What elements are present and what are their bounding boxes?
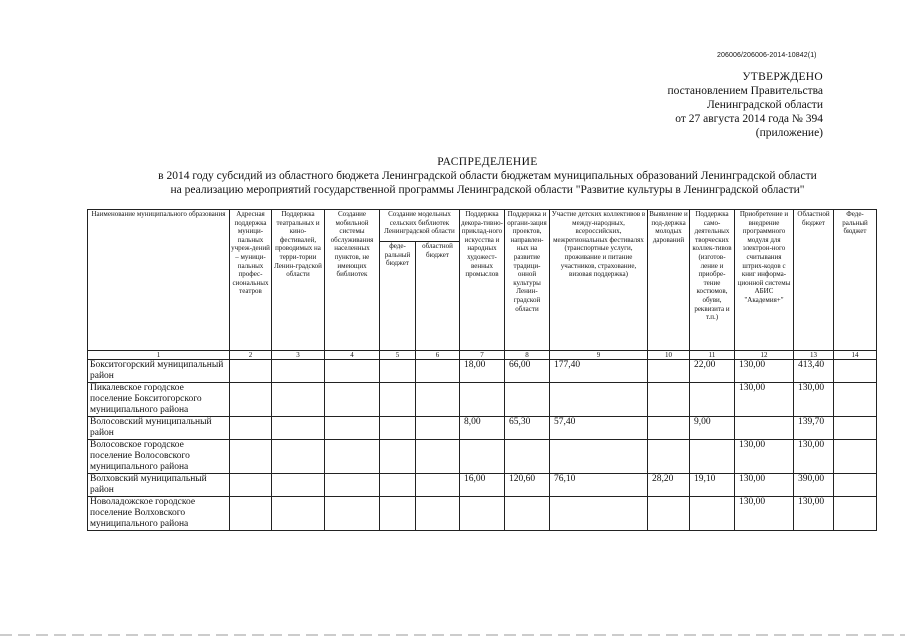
header-col-8: Поддержка и органи-зация проектов, направлен-ных на развитие традици-онной культуры Ленин-градской области bbox=[505, 210, 550, 351]
table-cell: 130,00 bbox=[735, 360, 794, 383]
table-cell bbox=[460, 440, 505, 474]
table-cell: 130,00 bbox=[735, 383, 794, 417]
table-cell: 22,00 bbox=[690, 360, 735, 383]
column-number: 6 bbox=[416, 351, 460, 360]
table-cell: 130,00 bbox=[794, 383, 834, 417]
table-cell bbox=[834, 497, 877, 531]
table-cell: 130,00 bbox=[735, 440, 794, 474]
table-cell bbox=[380, 497, 416, 531]
approval-line-4: (приложение) bbox=[755, 127, 823, 139]
header-col-2: Адресная поддержка муници-пальных учреж-дений – муници-пальных профес-сиональных театров bbox=[230, 210, 272, 351]
municipality-name: Волосовское городское поселение Волосовского муниципального района bbox=[88, 440, 230, 474]
table-cell bbox=[272, 383, 325, 417]
table-cell bbox=[380, 360, 416, 383]
table-cell bbox=[550, 497, 648, 531]
column-number: 1 bbox=[88, 351, 230, 360]
column-number: 4 bbox=[325, 351, 380, 360]
table-cell bbox=[272, 474, 325, 497]
table-cell bbox=[834, 417, 877, 440]
table-cell bbox=[230, 417, 272, 440]
table-row bbox=[88, 383, 877, 417]
table-cell bbox=[325, 383, 380, 417]
table-cell: 120,60 bbox=[505, 474, 550, 497]
table-cell: 28,20 bbox=[648, 474, 690, 497]
table-cell: 413,40 bbox=[794, 360, 834, 383]
table-cell bbox=[735, 417, 794, 440]
municipality-name: Волосовский муниципальный район bbox=[88, 417, 230, 440]
table-cell bbox=[690, 440, 735, 474]
table-cell: 177,40 bbox=[550, 360, 648, 383]
table-cell: 8,00 bbox=[460, 417, 505, 440]
table-cell: 139,70 bbox=[794, 417, 834, 440]
table-cell bbox=[416, 360, 460, 383]
table-cell bbox=[230, 474, 272, 497]
table-cell bbox=[325, 497, 380, 531]
column-number: 11 bbox=[690, 351, 735, 360]
table-row bbox=[88, 417, 877, 440]
table-cell bbox=[416, 440, 460, 474]
approval-stamp bbox=[667, 70, 823, 140]
table-cell bbox=[460, 497, 505, 531]
table-cell bbox=[505, 440, 550, 474]
table-cell bbox=[230, 360, 272, 383]
table-cell bbox=[416, 497, 460, 531]
table-cell bbox=[690, 383, 735, 417]
table-cell bbox=[380, 440, 416, 474]
table-cell bbox=[416, 417, 460, 440]
table-cell bbox=[272, 417, 325, 440]
table-cell bbox=[648, 497, 690, 531]
table-body bbox=[88, 360, 877, 531]
approval-line-3: от 27 августа 2014 года № 394 bbox=[675, 113, 823, 125]
table-cell bbox=[834, 383, 877, 417]
header-col-5: феде-ральный бюджет bbox=[380, 242, 416, 351]
scan-artifact bbox=[0, 634, 905, 636]
table-cell bbox=[230, 440, 272, 474]
header-col-5-6: Создание модельных сельских библиотек Ленинградской области bbox=[380, 210, 460, 242]
document-code: 206006/206006-2014-10842(1) bbox=[717, 52, 817, 59]
table-cell: 76,10 bbox=[550, 474, 648, 497]
document-subtitle-2: на реализацию мероприятий государственной программы Ленинградской области "Развитие культуры в Ленинградской области" bbox=[170, 184, 805, 196]
table-cell: 390,00 bbox=[794, 474, 834, 497]
table-cell: 57,40 bbox=[550, 417, 648, 440]
table-cell: 18,00 bbox=[460, 360, 505, 383]
table-cell bbox=[272, 440, 325, 474]
approval-title: УТВЕРЖДЕНО bbox=[742, 71, 823, 83]
municipality-name: Новоладожское городское поселение Волховского муниципального района bbox=[88, 497, 230, 531]
column-number: 12 bbox=[735, 351, 794, 360]
table-cell bbox=[648, 440, 690, 474]
table-cell bbox=[380, 474, 416, 497]
table-cell: 130,00 bbox=[735, 474, 794, 497]
header-col-13: Областной бюджет bbox=[794, 210, 834, 351]
table-cell: 130,00 bbox=[794, 440, 834, 474]
column-number: 13 bbox=[794, 351, 834, 360]
header-col-7: Поддержка декора-тивно-приклад-ного искусства и народных художест-венных промыслов bbox=[460, 210, 505, 351]
table-cell bbox=[230, 383, 272, 417]
header-col-14: Феде-ральный бюджет bbox=[834, 210, 877, 351]
table-cell bbox=[230, 497, 272, 531]
table-cell bbox=[834, 474, 877, 497]
column-number: 9 bbox=[550, 351, 648, 360]
document-title: РАСПРЕДЕЛЕНИЕ bbox=[437, 156, 538, 168]
table-cell bbox=[648, 360, 690, 383]
column-number: 14 bbox=[834, 351, 877, 360]
header-col-3: Поддержка театральных и кино-фестивалей, проводимых на терри-тории Ленин-градской области bbox=[272, 210, 325, 351]
table-cell: 65,30 bbox=[505, 417, 550, 440]
table-cell bbox=[416, 383, 460, 417]
table-cell bbox=[416, 474, 460, 497]
table-row bbox=[88, 440, 877, 474]
table-cell bbox=[325, 417, 380, 440]
table-cell bbox=[834, 440, 877, 474]
table-cell bbox=[325, 474, 380, 497]
municipality-name: Волховский муниципальный район bbox=[88, 474, 230, 497]
approval-line-2: Ленинградской области bbox=[706, 99, 823, 111]
column-number: 3 bbox=[272, 351, 325, 360]
header-col-6: областной бюджет bbox=[416, 242, 460, 351]
document-heading bbox=[0, 155, 905, 197]
header-col-12: Приобретение и внедрение программного модуля для электрон-ного считывания штрих-кодов с книг информа-ционной системы АБИС "Академия+" bbox=[735, 210, 794, 351]
municipality-name: Пикалевское городское поселение Бокситогорского муниципального района bbox=[88, 383, 230, 417]
table-cell: 16,00 bbox=[460, 474, 505, 497]
header-col-4: Создание мобильной системы обслуживания населенных пунктов, не имеющих библиотек bbox=[325, 210, 380, 351]
table-cell bbox=[648, 383, 690, 417]
table-cell bbox=[380, 417, 416, 440]
table-cell bbox=[834, 360, 877, 383]
table-cell: 19,10 bbox=[690, 474, 735, 497]
municipality-name: Бокситогорский муниципальный район bbox=[88, 360, 230, 383]
header-col-11: Поддержка само-деятельных творческих коллек-тивов (изготов-ление и приобре-тение костюмов, обуви, реквизита и т.п.) bbox=[690, 210, 735, 351]
table-row bbox=[88, 360, 877, 383]
table-cell bbox=[272, 360, 325, 383]
table-cell: 130,00 bbox=[794, 497, 834, 531]
table-cell bbox=[550, 383, 648, 417]
table-cell: 130,00 bbox=[735, 497, 794, 531]
column-number: 2 bbox=[230, 351, 272, 360]
subsidy-table bbox=[87, 209, 877, 531]
table-cell bbox=[460, 383, 505, 417]
table-cell bbox=[505, 497, 550, 531]
column-numbers-row bbox=[88, 351, 877, 360]
table-cell bbox=[272, 497, 325, 531]
document-subtitle-1: в 2014 году субсидий из областного бюджета Ленинградской области бюджетам муниципальных образований Ленинградской области bbox=[158, 170, 817, 182]
table-cell bbox=[550, 440, 648, 474]
approval-line-1: постановлением Правительства bbox=[667, 85, 823, 97]
table-row bbox=[88, 474, 877, 497]
header-municipality: Наименование муниципального образования bbox=[88, 210, 230, 351]
table-cell bbox=[690, 497, 735, 531]
table-cell bbox=[325, 440, 380, 474]
table-cell bbox=[505, 383, 550, 417]
table-cell bbox=[648, 417, 690, 440]
table-row bbox=[88, 497, 877, 531]
table-cell: 66,00 bbox=[505, 360, 550, 383]
header-col-10: Выявление и под-держка молодых дарований bbox=[648, 210, 690, 351]
table-cell: 9,00 bbox=[690, 417, 735, 440]
header-col-9: Участие детских коллективов в между-народных, всероссийских, межрегиональных фестивалях (транспортные услуги, проживание и питание участников, страхование, визовая поддержка) bbox=[550, 210, 648, 351]
column-number: 8 bbox=[505, 351, 550, 360]
table-cell bbox=[380, 383, 416, 417]
column-number: 7 bbox=[460, 351, 505, 360]
column-number: 10 bbox=[648, 351, 690, 360]
table-cell bbox=[325, 360, 380, 383]
column-number: 5 bbox=[380, 351, 416, 360]
